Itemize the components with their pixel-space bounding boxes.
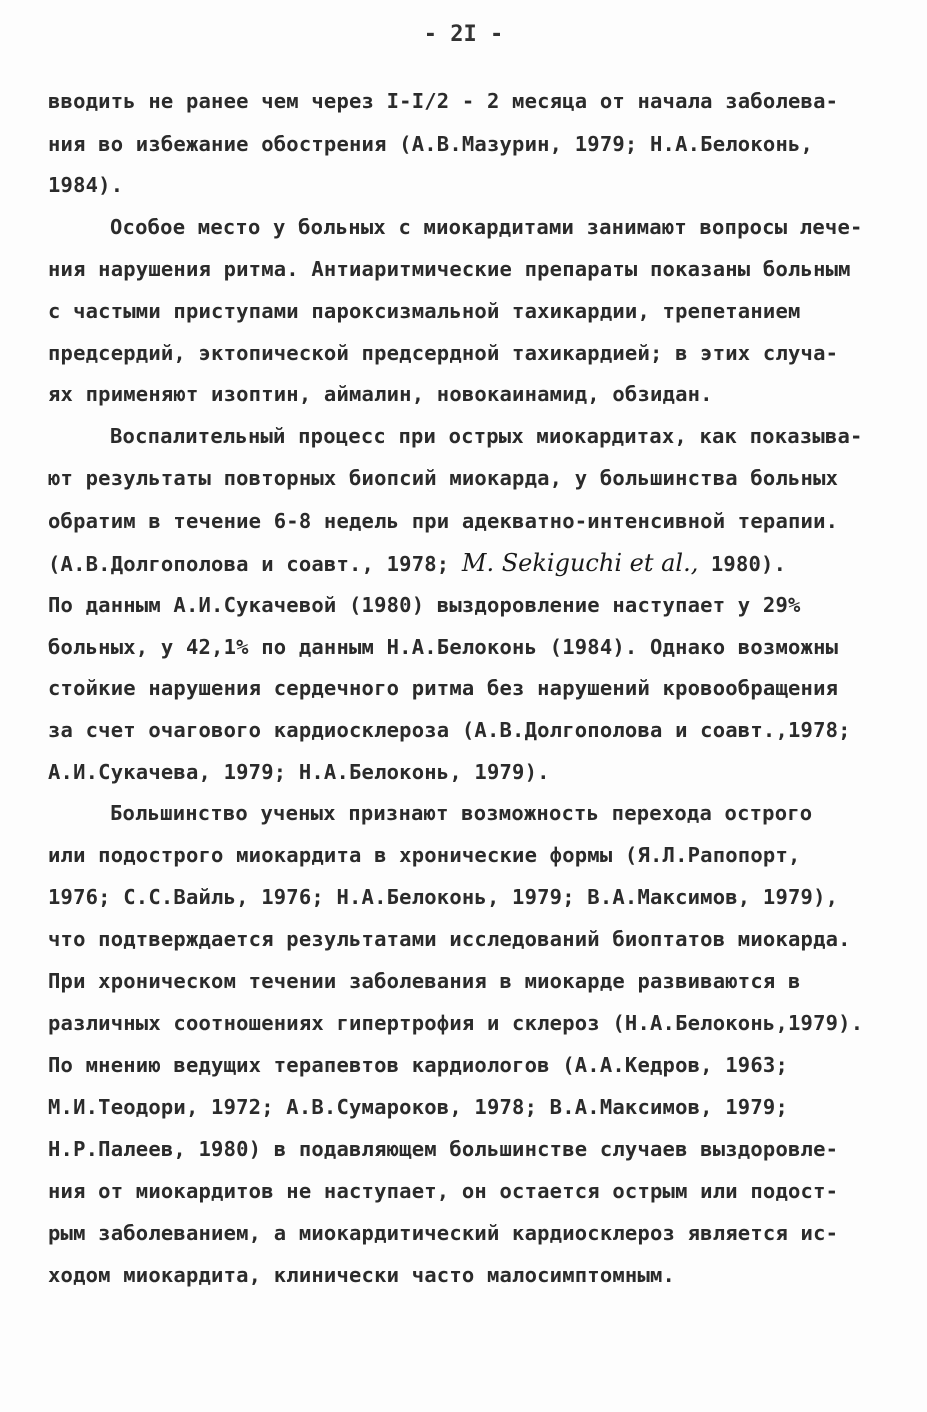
text-line: предсердий, эктопической предсердной тахикардией; в этих случа- <box>48 341 839 365</box>
text-line: обратим в течение 6-8 недель при адекватно-интенсивной терапии. <box>48 509 839 533</box>
text-line: Воспалительный процесс при острых миокардитах, как показыва- <box>110 424 863 448</box>
text-line: вводить не ранее чем через I-I/2 - 2 месяца от начала заболева- <box>48 89 839 113</box>
text-line: за счет очагового кардиосклероза (А.В.Долгополова и соавт.,1978; <box>48 718 851 742</box>
page-number: - 2I - <box>423 22 504 47</box>
text-line: ния от миокардитов не наступает, он остается острым или подост- <box>48 1179 839 1203</box>
text-line: ходом миокардита, клинически часто малосимптомным. <box>48 1263 676 1287</box>
text-line: или подострого миокардита в хронические формы (Я.Л.Рапопорт, <box>48 843 801 867</box>
citation-line <box>48 548 786 579</box>
text-line: с частыми приступами пароксизмальной тахикардии, трепетанием <box>48 299 801 323</box>
text-line: Н.Р.Палеев, 1980) в подавляющем большинстве случаев выздоровле- <box>48 1137 839 1161</box>
text-line: По мнению ведущих терапевтов кардиологов (А.А.Кедров, 1963; <box>48 1053 788 1077</box>
text-line: ях применяют изоптин, аймалин, новокаинамид, обзидан. <box>48 382 713 406</box>
text-line: различных соотношениях гипертрофия и склероз (Н.А.Белоконь,1979). <box>48 1011 864 1035</box>
text-line: что подтверждается результатами исследований биоптатов миокарда. <box>48 927 851 951</box>
text-line: А.И.Сукачева, 1979; Н.А.Белоконь, 1979). <box>48 760 550 784</box>
citation-year: 1980). <box>710 552 787 576</box>
text-line: стойкие нарушения сердечного ритма без нарушений кровообращения <box>48 676 839 700</box>
text-line: 1984). <box>48 173 124 197</box>
text-line: ют результаты повторных биопсий миокарда, у большинства больных <box>48 466 839 490</box>
text-line: больных, у 42,1% по данным Н.А.Белоконь (1984). Однако возможны <box>48 635 839 659</box>
text-line: Особое место у больных с миокардитами занимают вопросы лече- <box>110 215 863 239</box>
text-line: По данным А.И.Сукачевой (1980) выздоровление наступает у 29% <box>48 593 801 617</box>
text-line: ния нарушения ритма. Антиаритмические препараты показаны больным <box>48 257 851 281</box>
handwritten-citation: M. Sekiguchi et al., <box>461 549 699 577</box>
text-segment: (А.В.Долгополова и соавт., 1978; <box>48 552 450 576</box>
text-line: Большинство ученых признают возможность перехода острого <box>110 801 813 825</box>
text-line: При хроническом течении заболевания в миокарде развиваются в <box>48 969 801 993</box>
text-line: М.И.Теодори, 1972; А.В.Сумароков, 1978; В.А.Максимов, 1979; <box>48 1095 788 1119</box>
text-line: 1976; С.С.Вайль, 1976; Н.А.Белоконь, 1979; В.А.Максимов, 1979), <box>48 885 839 909</box>
text-line: ния во избежание обострения (А.В.Мазурин, 1979; Н.А.Белоконь, <box>48 132 814 156</box>
text-line: рым заболеванием, а миокардитический кардиосклероз является ис- <box>48 1221 839 1245</box>
